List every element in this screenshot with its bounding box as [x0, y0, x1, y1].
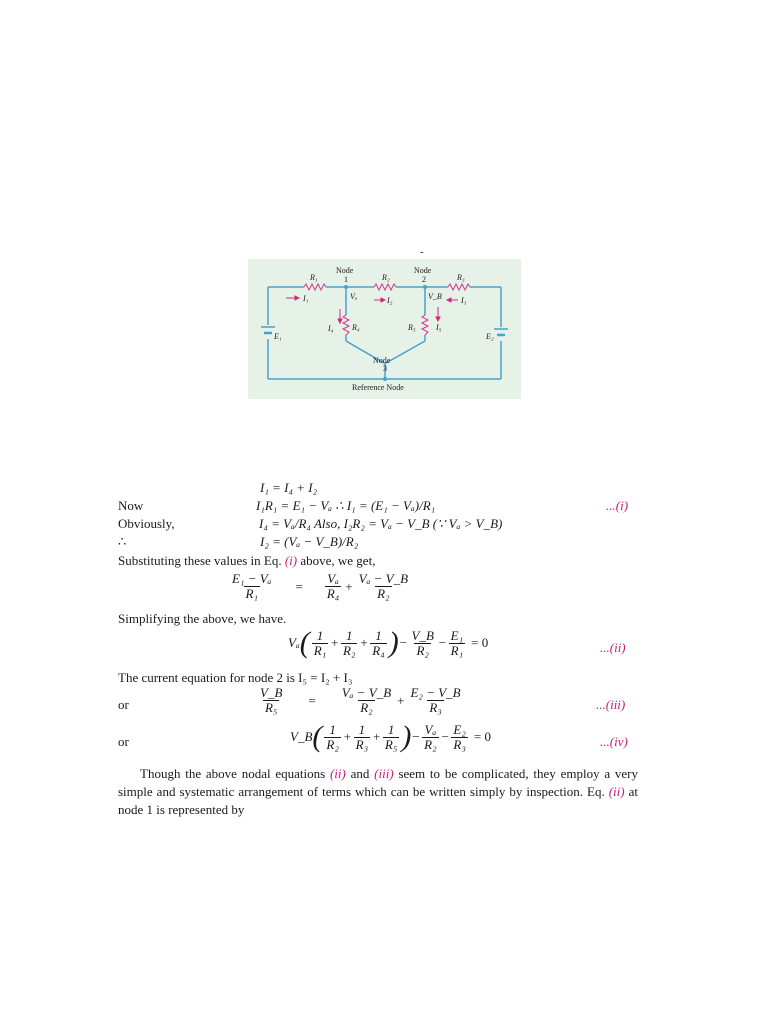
current-equation-text: The current equation for node 2 is I₅ = I₂ + I₃ [118, 670, 353, 685]
label-R1: R₁ [310, 273, 318, 282]
label-therefore: ∴ [118, 534, 127, 549]
eq-iv: V_B ( $\frac{1}{\text{R₂}}$ + $\frac{1}{\text{R₃}}$ + $\frac{1}{\text{R₅}}$ ) − $\frac{\text{Vₐ}}{\text{R₂}}$ − $\frac{\text{E₂}}{\text{R₃}}$ = 0 [290, 720, 491, 753]
reference-node-label: Reference Node [352, 383, 404, 392]
label-obviously: Obviously, [118, 516, 175, 531]
eq-line-3: I₄ = Vₐ/R₄ Also, I₂R₂ = Vₐ − V_B (∵ Vₐ > V_B) [259, 516, 503, 531]
circuit-diagram [248, 259, 521, 399]
or-1: or [118, 697, 129, 712]
substituting-text: Substituting these values in Eq. (i) above, we get, [118, 553, 376, 568]
label-E1: E₁ [274, 332, 282, 341]
node-1-dot [344, 285, 348, 289]
label-R2: R₂ [382, 273, 390, 282]
eq-line-1: I₁ = I₄ + I₂ [260, 480, 318, 495]
tag-iv: ...(iv) [600, 734, 628, 749]
label-I3: I₃ [461, 296, 467, 305]
label-I5: I₅ [436, 323, 442, 332]
node2-number: 2 [422, 275, 426, 284]
eq-line-2: I₁R₁ = E₁ − Vₐ ∴ I₁ = (E₁ − Vₐ)/R₁ [256, 498, 436, 513]
body-paragraph: Though the above nodal equations (ii) and (iii) seem to be complicated, they employ a very simple and systematic arrangement of terms which can be written simply by inspection. Eq. (ii) at node 1 is represented by [118, 766, 638, 817]
label-VB: V_B [428, 292, 442, 301]
eq-iii: $\frac{V\_B}{\text{R₅}}$ = $\frac{\text{Vₐ − V\_B}}{\text{R₂}}$ + $\frac{\text{E₂ − V\_B}}{\text{R₃}}$ [260, 685, 461, 715]
eq-line-4: I₂ = (Vₐ − V_B)/R₂ [260, 534, 359, 549]
tag-iii: ...(iii) [596, 697, 626, 712]
node3-label: Node [373, 356, 391, 365]
tag-ii: ...(ii) [600, 640, 626, 655]
label-I4: I₄ [328, 324, 334, 333]
simplifying-text: Simplifying the above, we have. [118, 611, 287, 626]
label-I1: I₁ [303, 294, 309, 303]
label-R4: R₄ [352, 323, 360, 332]
dash-mark: - [420, 246, 424, 258]
eq-ii: Vₐ ( $\frac{1}{\text{R₁}}$ + $\frac{1}{\text{R₂}}$ + $\frac{1}{\text{R₄}}$ ) − $\frac{V\_B}{\text{R₂}}$ − $\frac{\text{E₁}}{\text{R₁}}$ = 0 [288, 626, 489, 659]
eq-fraction-1: $\frac{\text{E₁ − Vₐ}}{\text{R₁}}$ = $\frac{\text{Vₐ}}{\text{R₄}}$ + $\frac{\text{Vₐ − V\_B}}{\text{R₂}}$ [232, 571, 409, 601]
label-E2: E₂ [486, 332, 494, 341]
node1-number: 1 [344, 275, 348, 284]
node1-label: Node [336, 266, 354, 275]
or-2: or [118, 734, 129, 749]
tag-i: ...(i) [606, 498, 629, 513]
node-2-dot [423, 285, 427, 289]
label-R5: R₅ [408, 323, 416, 332]
node3-number: 3 [383, 364, 387, 373]
label-I2: I₂ [387, 296, 393, 305]
reference-node-dot [383, 377, 387, 381]
label-VA: Vₐ [350, 292, 358, 301]
node2-label: Node [414, 266, 432, 275]
label-now: Now [118, 498, 144, 513]
label-R3: R₃ [457, 273, 465, 282]
